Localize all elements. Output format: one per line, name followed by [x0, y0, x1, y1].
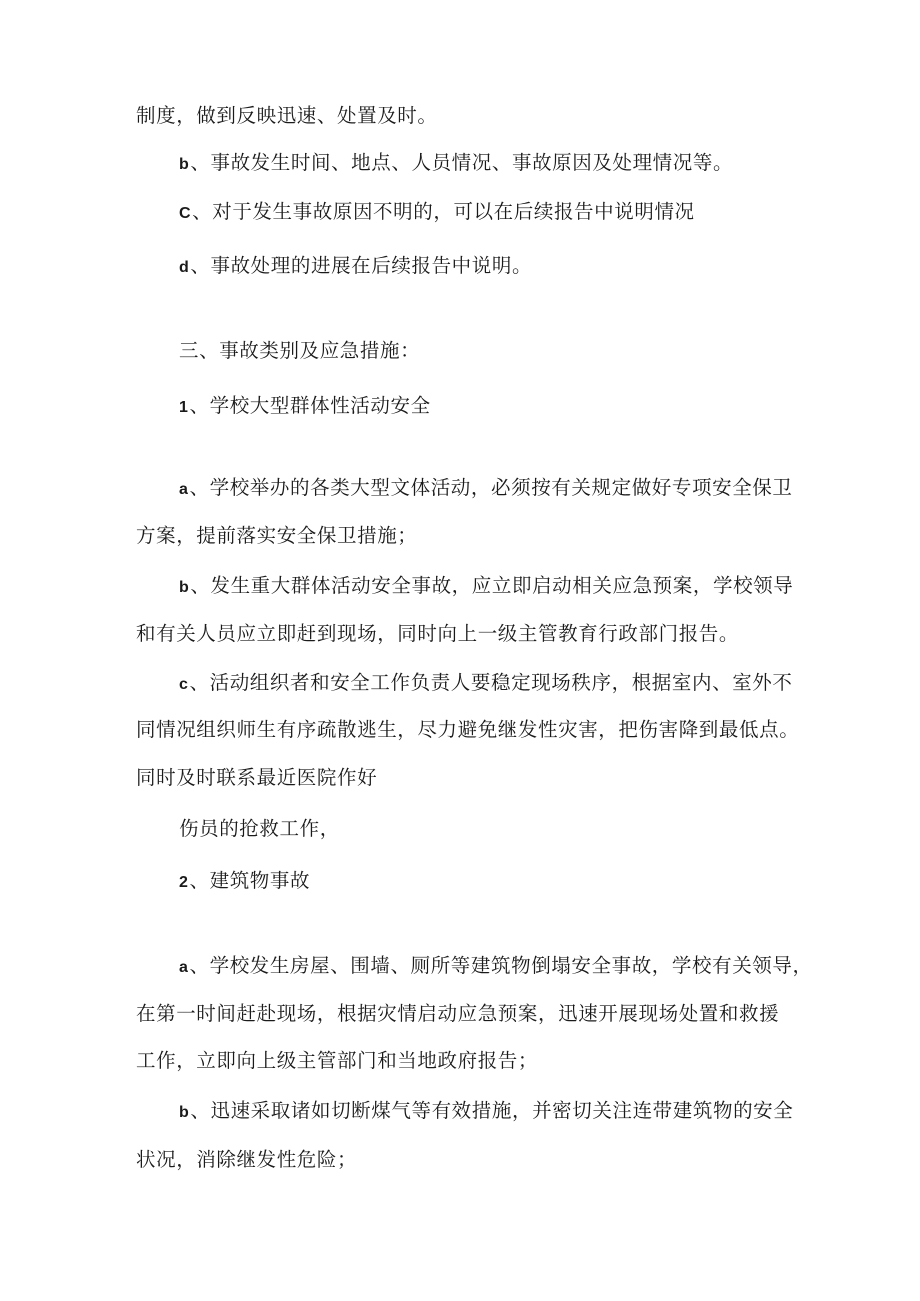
list-item [179, 474, 793, 504]
text-line [136, 620, 739, 648]
heading-text: 三、事故类别及应急措施： [179, 339, 421, 362]
text-line [136, 522, 417, 550]
list-item [179, 1097, 793, 1127]
list-marker: d [179, 259, 190, 276]
text-line [136, 764, 377, 792]
list-item [179, 149, 733, 179]
subsection-heading [179, 392, 431, 422]
line-text: 、对于发生事故原因不明的，可以在后续报告中说明情况 [192, 200, 695, 223]
line-text: 方案，提前落实安全保卫措施； [136, 524, 418, 547]
subsection-heading [179, 867, 310, 897]
list-item [179, 669, 793, 699]
line-text: 工作，立即向上级主管部门和当地政府报告； [136, 1049, 539, 1072]
line-text: 、活动组织者和安全工作负责人要稳定现场秩序，根据室内、室外不 [189, 671, 793, 694]
list-marker: C [179, 205, 192, 222]
line-text: 同时及时联系最近医院作好 [136, 766, 378, 789]
list-marker: b [179, 579, 190, 596]
line-text: 、发生重大群体活动安全事故，应立即启动相关应急预案，学校领导 [190, 574, 794, 597]
line-text: 在第一时间赶赴现场，根据灾情启动应急预案，迅速开展现场处置和救援 [136, 1002, 780, 1025]
text-line [136, 1047, 538, 1075]
list-marker: b [179, 1104, 190, 1121]
heading-text: 、学校大型群体性活动安全 [189, 394, 431, 417]
list-marker: 2 [179, 874, 189, 891]
text-line [136, 1146, 357, 1174]
line-text: 同情况组织师生有序疏散逃生，尽力避免继发性灾害，把伤害降到最低点。 [136, 718, 800, 741]
line-text: 、学校举办的各类大型文体活动，必须按有关规定做好专项安全保卫 [189, 476, 793, 499]
list-marker: c [179, 676, 189, 693]
text-line [136, 102, 438, 130]
line-text: 、学校发生房屋、围墙、厕所等建筑物倒塌安全事故，学校有关领导， [189, 954, 813, 977]
list-marker: 1 [179, 399, 189, 416]
list-item [179, 252, 532, 282]
list-item [179, 952, 813, 982]
line-text: 、事故发生时间、地点、人员情况、事故原因及处理情况等。 [190, 151, 734, 174]
line-text: 状况，消除继发性危险； [136, 1148, 358, 1171]
list-item [179, 198, 695, 228]
text-line [136, 1000, 779, 1028]
line-text: 和有关人员应立即赶到现场，同时向上一级主管教育行政部门报告。 [136, 622, 740, 645]
list-item [179, 572, 793, 602]
text-line [136, 716, 799, 744]
list-marker: b [179, 156, 190, 173]
list-marker: a [179, 959, 189, 976]
text-line [179, 815, 340, 843]
heading-text: 、建筑物事故 [189, 869, 311, 892]
line-text: 、迅速采取诸如切断煤气等有效措施，并密切关注连带建筑物的安全 [190, 1099, 794, 1122]
list-marker: a [179, 481, 189, 498]
line-text: 伤员的抢救工作， [179, 817, 340, 840]
section-heading [179, 337, 420, 365]
line-text: 、事故处理的进展在后续报告中说明。 [190, 254, 533, 277]
line-text: 制度，做到反映迅速、处置及时。 [136, 104, 438, 127]
